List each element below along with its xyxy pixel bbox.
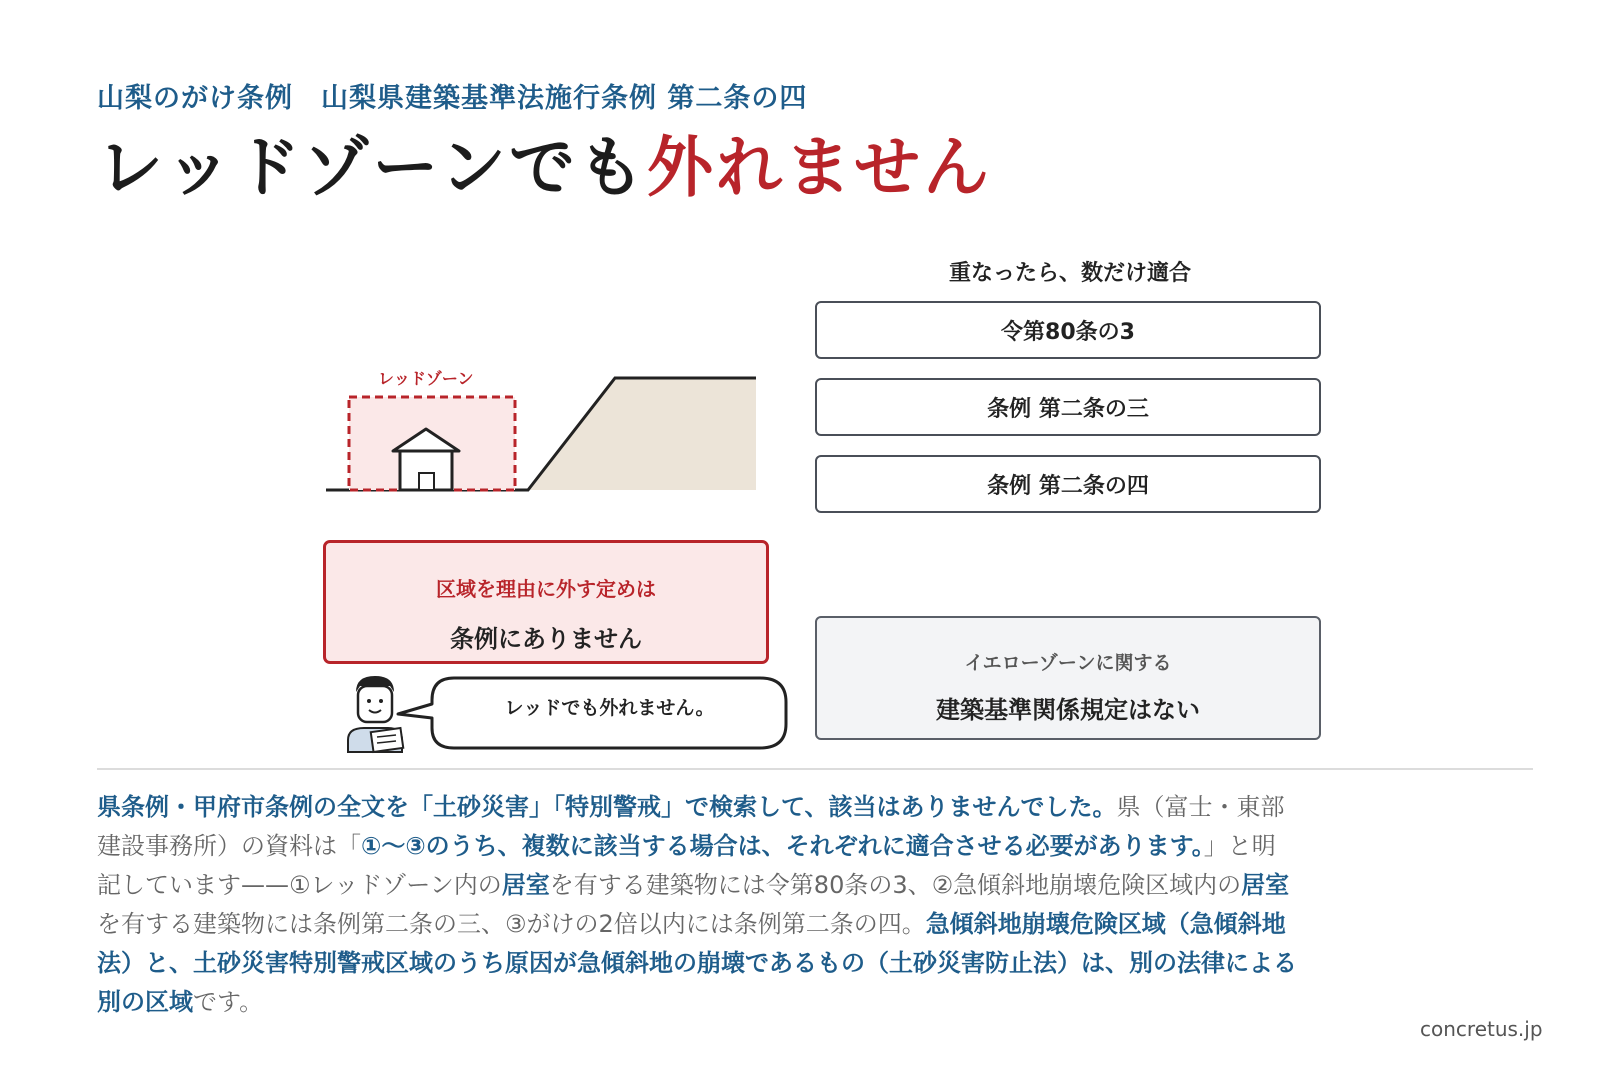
body-text: を有する建築物には条例第二条の三、③がけの2倍以内には条例第二条の四。 bbox=[97, 910, 926, 938]
zone-box-line1: 区域を理由に外す定めは bbox=[436, 577, 656, 601]
zone-box-line2: 条例にありません bbox=[450, 625, 642, 653]
section-divider bbox=[97, 768, 1533, 770]
body-highlight: 居室 bbox=[501, 871, 550, 899]
page-title bbox=[97, 126, 992, 210]
body-highlight: ①〜③のうち、複数に該当する場合は、それぞれに適合させる必要があります。 bbox=[361, 832, 1204, 860]
body-highlight: 県条例・甲府市条例の全文を「土砂災害」「特別警戒」で検索して、該当はありませんでした。 bbox=[97, 793, 1117, 821]
rules-heading: 重なったら、数だけ適合 bbox=[948, 261, 1191, 286]
red-zone-label: レッドゾーン bbox=[378, 369, 474, 388]
body-highlight: 急傾斜地崩壊危険区域（急傾斜地法）と、土砂災害特別警戒区域のうち原因が急傾斜地の崩壊であるもの（土砂災害防止法）は、別の法律による別の区域 bbox=[97, 910, 1297, 1016]
body-text: を有する建築物には令第80条の3、②急傾斜地崩壊危険区域内の bbox=[549, 871, 1242, 899]
body-text: です。 bbox=[193, 988, 264, 1016]
body-text: 」と明記しています——①レッドゾーン内の bbox=[97, 832, 1276, 899]
body-highlight: 居室 bbox=[1241, 871, 1290, 899]
body-paragraph bbox=[97, 788, 1297, 1022]
yellow-zone-box bbox=[815, 616, 1321, 740]
rule-box-3: 条例 第二条の四 bbox=[815, 455, 1321, 513]
slope-terrain bbox=[528, 378, 756, 490]
body-text: 県（富士・東部建設事務所）の資料は「 bbox=[97, 793, 1285, 860]
rule-box-1: 令第80条の3 bbox=[815, 301, 1321, 359]
person-icon bbox=[348, 676, 403, 752]
title-black-part: レッドゾーンでも bbox=[97, 129, 648, 206]
speech-bubble-text: レッドでも外れません。 bbox=[504, 697, 715, 719]
site-credit: concretus.jp bbox=[1420, 1017, 1543, 1041]
yellow-box-line2: 建築基準関係規定はない bbox=[936, 696, 1200, 724]
zone-exemption-box bbox=[323, 540, 769, 664]
title-red-part: 外れません bbox=[647, 129, 993, 206]
page-subtitle: 山梨のがけ条例 山梨県建築基準法施行条例 第二条の四 bbox=[97, 83, 808, 114]
rule-box-2: 条例 第二条の三 bbox=[815, 378, 1321, 436]
yellow-box-line1: イエローゾーンに関する bbox=[964, 652, 1172, 674]
